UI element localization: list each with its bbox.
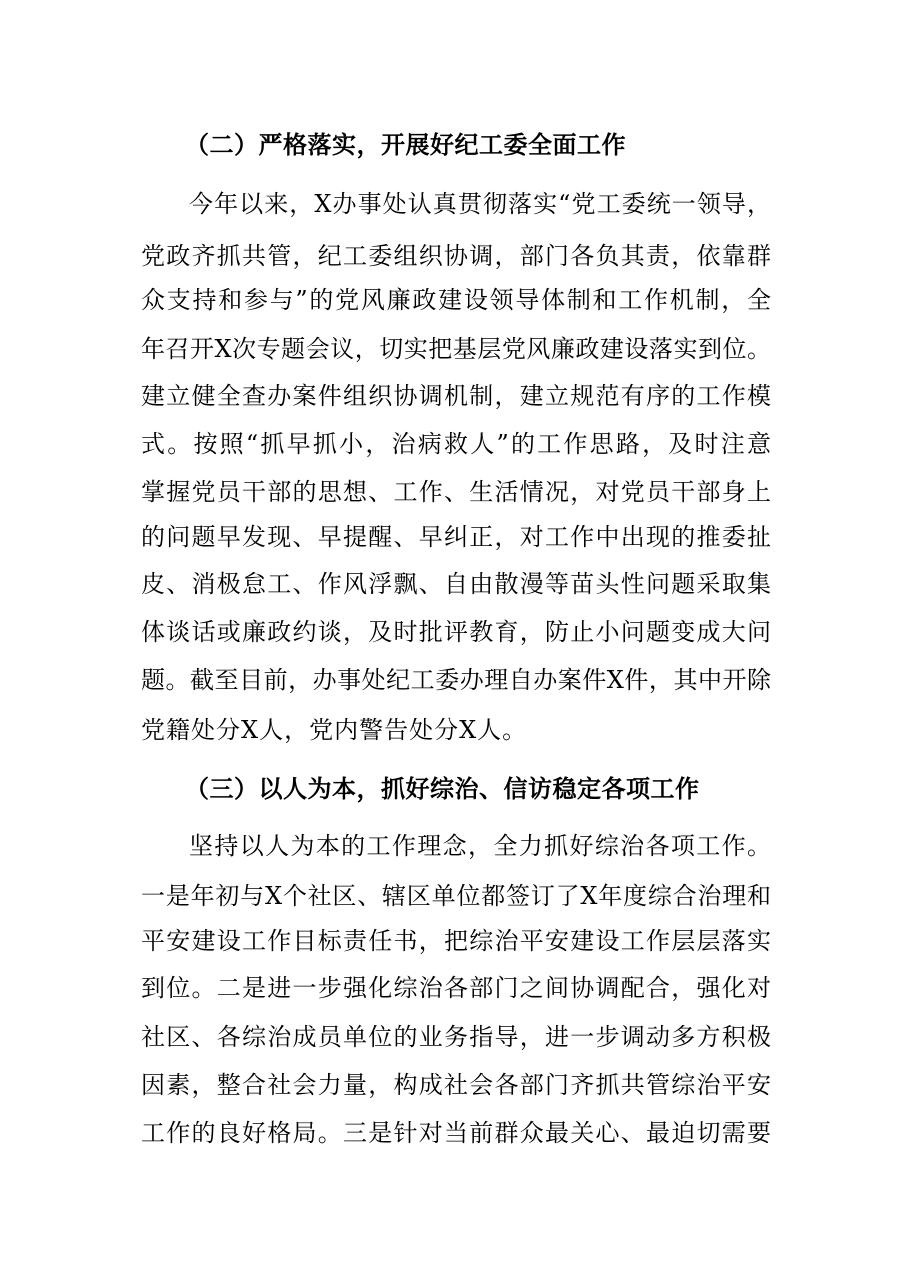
paragraph-line: 众支持和参与”的党风廉政建设领导体制和工作机制，全 [141, 286, 771, 314]
paragraph-line: 年召开X次专题会议，切实把基层党风廉政建设落实到位。 [141, 335, 771, 363]
paragraph-line: 党籍处分X人，党内警告处分X人。 [141, 716, 528, 744]
paragraph-line: 题。截至目前，办事处纪工委办理自办案件X件，其中开除 [141, 666, 771, 694]
section-heading-3: （三）以人为本，抓好综治、信访稳定各项工作 [185, 774, 700, 803]
paragraph-line: 式。按照“抓早抓小，治病救人”的工作思路，及时注意 [141, 430, 771, 458]
paragraph-line: 掌握党员干部的思想、工作、生活情况，对党员干部身上 [141, 478, 771, 506]
paragraph-line: 因素，整合社会力量，构成社会各部门齐抓共管综治平安 [141, 1071, 771, 1099]
paragraph-line: 的问题早发现、早提醒、早纠正，对工作中出现的推委扯 [141, 523, 771, 551]
paragraph-line: 党政齐抓共管，纪工委组织协调，部门各负其责，依靠群 [141, 242, 771, 270]
paragraph-line: 坚持以人为本的工作理念，全力抓好综治各项工作。 [189, 832, 771, 860]
section-heading-2: （二）严格落实，开展好纪工委全面工作 [185, 130, 626, 159]
paragraph-line: 皮、消极怠工、作风浮飘、自由散漫等苗头性问题采取集 [141, 570, 771, 598]
paragraph-line: 一是年初与X个社区、辖区单位都签订了X年度综合治理和 [141, 882, 771, 910]
paragraph-line: 到位。二是进一步强化综治各部门之间协调配合，强化对 [141, 974, 771, 1002]
paragraph-line: 平安建设工作目标责任书，把综治平安建设工作层层落实 [141, 927, 771, 955]
paragraph-line: 今年以来，X办事处认真贯彻落实“党工委统一领导， [189, 190, 771, 218]
paragraph-line: 体谈话或廉政约谈，及时批评教育，防止小问题变成大问 [141, 618, 771, 646]
paragraph-line: 工作的良好格局。三是针对当前群众最关心、最迫切需要 [141, 1119, 771, 1147]
paragraph-line: 建立健全查办案件组织协调机制，建立规范有序的工作模 [141, 382, 771, 410]
paragraph-line: 社区、各综治成员单位的业务指导，进一步调动多方积极 [141, 1023, 771, 1051]
